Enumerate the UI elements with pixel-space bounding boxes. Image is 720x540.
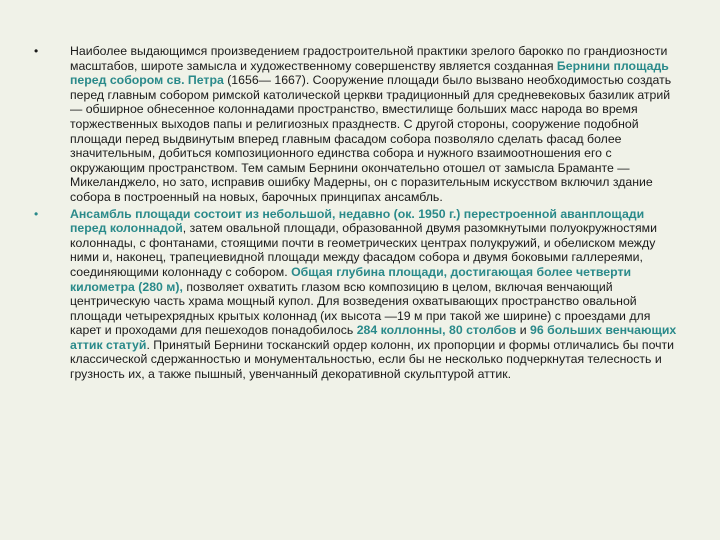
text-segment: Наиболее выдающимся произведением градостроительной практики зрелого барокко по грандиозности масштабов, широте замысла и художественному совершенству является созданная [70,44,668,73]
highlight-segment: 284 коллонны, 80 столбов [356,323,517,338]
text-segment: , затем овальной площади, образованной двумя разомкнутыми полуокружностями колоннады, с фонтанами, стоящими почти в геометрических центрах полукружий, и обелиском между ними и, наконец, трапециевидной площади между фасадом собора и двумя боковыми галлереями, соединяющими колоннаду с собором. [70,221,658,279]
text-segment: и [516,323,531,338]
highlight-segment: Общая глубина площади, достигающая более четверти километра (280 м), [70,264,632,294]
text-segment: позволяет охватить глазом всю композицию в целом, включая венчающий центрическую часть храма мощный купол. Для возведения охватывающих пространство овальной площади четырехрядных крытых колоннад (их высота —19 м при такой же ширине) с проездами для карет и проходами для пешеходов понадобилось [70,279,651,338]
bullet-list [34,44,678,384]
text-segment: (1656— 1667). Сооружение площади было вызвано необходимостью создать перед главным собором римской католической церкви традиционный для средневековых базилик атрий — обширное обнесенное колоннадами пространство, вместилище больших масс народа во время торжественных выходов папы и религиозных празднеств. С другой стороны, сооружение подобной площади перед выдвинутым вперед главным фасадом собора позволяло сделать фасад более значительным, добиться композиционного единства собора и нужного взаимоотношения его с окружающим пространством. Тем самым Бернини окончательно отошел от замысла Браманте — Микеланджело, но зато, исправив ошибку Мадерны, он с поразительным искусством включил здание собора в построенный на новых, барочных принципах ансамбль. [70,73,672,204]
highlight-segment: Ансамбль площади состоит из небольшой, недавно (ок. 1950 г.) перестроенной аванплощади перед колоннадой [70,206,645,236]
bullet-marker: • [34,206,39,221]
text-segment: . Принятый Бернини тосканский ордер колонн, их пропорции и формы отличались бы почти классической сдержанностью и монументальностью, если бы не несколько подчеркнутая телесность и грузность их, а также пышный, увенчанный декоративной скульптурой аттик. [70,337,675,382]
bullet-marker: • [34,44,39,58]
bullet-paragraph-1 [34,44,678,205]
highlight-segment: 96 больших венчающих аттик статуй [70,323,677,352]
highlight-segment: Бернини площадь перед собором св. Петра [70,58,669,88]
bullet-paragraph-2 [34,206,678,382]
